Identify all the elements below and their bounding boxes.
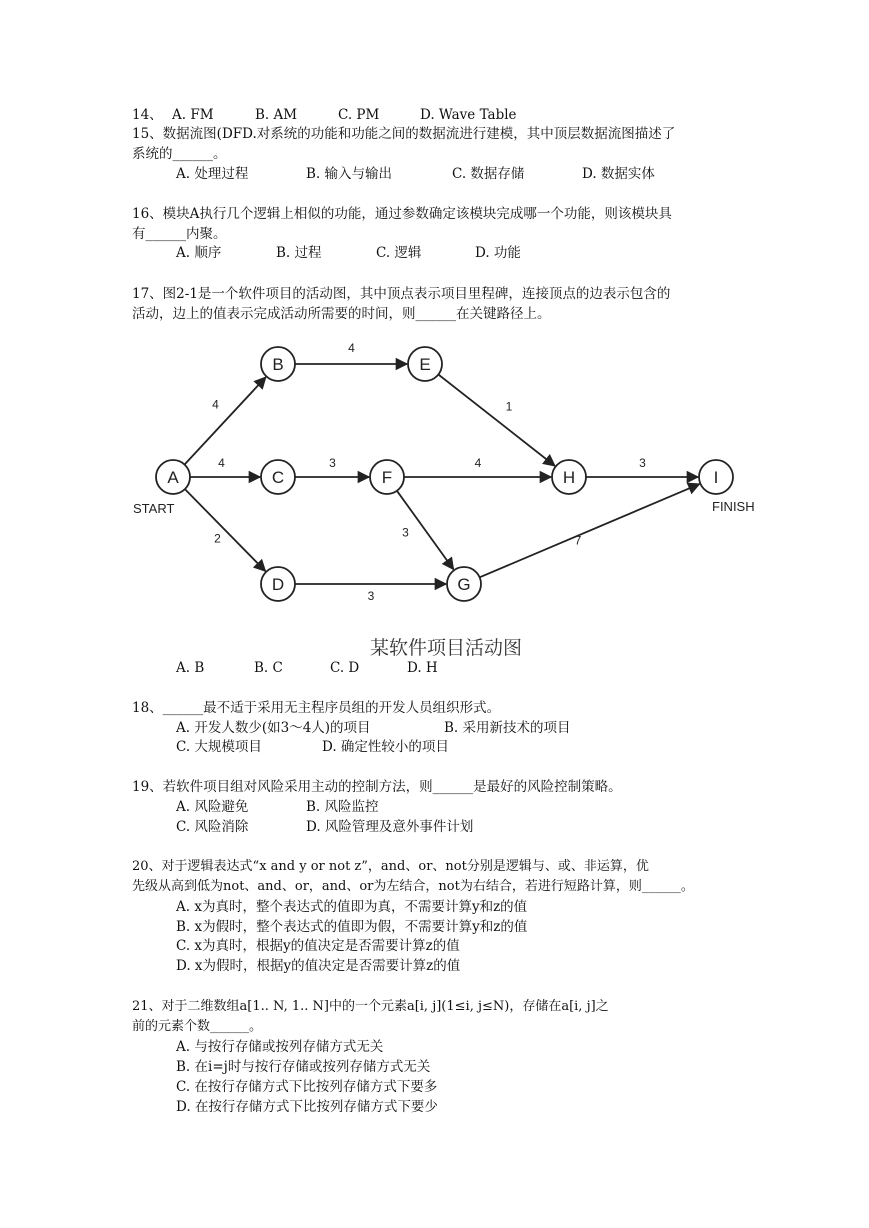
q21-stem-line2: 前的元素个数______。	[132, 1019, 263, 1034]
q15-option-a: A. 处理过程	[176, 166, 249, 182]
q17-option-d: D. H	[407, 660, 438, 676]
q18-option-b: B. 采用新技术的项目	[444, 720, 571, 736]
q14-option-b: B. AM	[255, 107, 298, 123]
q18-option-d: D. 确定性较小的项目	[322, 739, 449, 755]
q16-option-a: A. 顺序	[176, 245, 222, 261]
q15-option-c: C. 数据存储	[452, 166, 525, 182]
edge-weight-A-B: 4	[212, 397, 219, 412]
node-E	[408, 347, 442, 381]
edge-weight-G-I: 7	[574, 533, 582, 548]
q20-stem-line1: 20、对于逻辑表达式“x and y or not z”，and、or、not分别是逻辑与、或、非运算，优	[132, 859, 649, 874]
q14-option-a: A. FM	[172, 107, 214, 123]
activity-diagram	[128, 336, 778, 666]
q20-option-a: A. x为真时，整个表达式的值即为真，不需要计算y和z的值	[176, 899, 528, 915]
q17-option-a: A. B	[176, 660, 205, 676]
finish-label: FINISH	[712, 499, 755, 514]
edge-G-I	[480, 484, 700, 577]
q20-option-d: D. x为假时，根据y的值决定是否需要计算z的值	[176, 958, 461, 974]
edge-weight-B-E: 4	[348, 341, 355, 355]
edge-A-D	[185, 489, 265, 571]
edge-weight-C-F: 3	[329, 456, 336, 470]
node-G	[447, 567, 481, 601]
q19-option-b: B. 风险监控	[306, 799, 379, 815]
start-label: START	[133, 501, 175, 516]
node-I	[699, 460, 733, 494]
q16-stem-line1: 16、模块A执行几个逻辑上相似的功能，通过参数确定该模块完成哪一个功能，则该模块具	[132, 206, 672, 222]
edge-E-H	[438, 374, 554, 465]
q15-option-d: D. 数据实体	[582, 166, 655, 182]
q16-option-b: B. 过程	[276, 245, 322, 261]
node-label-F: F	[381, 468, 393, 487]
edge-weight-D-G: 3	[367, 589, 375, 603]
node-C	[261, 460, 295, 494]
q14-option-c: C. PM	[338, 107, 380, 123]
q18-stem: 18、______最不适于采用无主程序员组的开发人员组织形式。	[132, 700, 501, 716]
node-label-A: A	[167, 468, 179, 487]
q19-option-d: D. 风险管理及意外事件计划	[306, 819, 474, 835]
q17-stem-line2: 活动，边上的值表示完成活动所需要的时间，则______在关键路径上。	[132, 306, 551, 322]
edge-weight-F-G: 3	[402, 525, 409, 540]
edge-weight-A-D: 2	[214, 531, 221, 546]
node-label-D: D	[271, 575, 285, 594]
q16-option-c: C. 逻辑	[376, 245, 422, 261]
node-label-C: C	[271, 468, 285, 487]
q21-option-a: A. 与按行存储或按列存储方式无关	[176, 1039, 384, 1055]
q20-option-c: C. x为真时，根据y的值决定是否需要计算z的值	[176, 938, 460, 954]
q16-option-d: D. 功能	[475, 245, 521, 261]
edge-A-B	[185, 377, 266, 464]
q17-option-c: C. D	[330, 660, 360, 676]
q21-option-b: B. 在i=j时与按行存储或按列存储方式无关	[176, 1059, 431, 1075]
node-label-I: I	[713, 468, 719, 487]
q15-stem-line1: 15、数据流图(DFD.对系统的功能和功能之间的数据流进行建模，其中顶层数据流图描述了	[132, 126, 676, 142]
q21-option-d: D. 在按行存储方式下比按列存储方式下要少	[176, 1099, 438, 1115]
q17-option-b: B. C	[254, 660, 283, 676]
node-D	[261, 567, 295, 601]
node-label-B: B	[272, 355, 284, 374]
q18-option-a: A. 开发人数少(如3～4人)的项目	[176, 720, 371, 736]
q19-stem: 19、若软件项目组对风险采用主动的控制方法，则______是最好的风险控制策略。	[132, 779, 622, 795]
q14-number: 14、	[132, 107, 163, 123]
node-F	[370, 460, 404, 494]
q18-option-c: C. 大规模项目	[176, 739, 262, 755]
node-B	[261, 347, 295, 381]
q15-option-b: B. 输入与输出	[306, 166, 393, 182]
node-A	[156, 460, 190, 494]
edge-weight-A-C: 4	[218, 456, 225, 470]
node-label-E: E	[419, 355, 431, 374]
q21-option-c: C. 在按行存储方式下比按列存储方式下要多	[176, 1079, 438, 1095]
q15-stem-line2: 系统的______。	[132, 146, 227, 162]
node-H	[552, 460, 586, 494]
q14-option-d: D. Wave Table	[420, 107, 517, 123]
edge-weight-E-H: 1	[505, 399, 513, 414]
edge-weight-H-I: 3	[639, 456, 646, 470]
q19-option-a: A. 风险避免	[176, 799, 249, 815]
edge-weight-F-H: 4	[474, 456, 482, 470]
q20-option-b: B. x为假时，整个表达式的值即为假，不需要计算y和z的值	[176, 919, 528, 935]
node-label-G: G	[457, 575, 471, 594]
q16-stem-line2: 有______内聚。	[132, 226, 227, 242]
node-label-H: H	[562, 468, 576, 487]
q21-stem-line1: 21、对于二维数组a[1.. N, 1.. N]中的一个元素a[i, j](1≤i, j≤N)，存储在a[i, j]之	[132, 999, 609, 1014]
q19-option-c: C. 风险消除	[176, 819, 249, 835]
q20-stem-line2: 先级从高到低为not、and、or，and、or为左结合，not为右结合，若进行短路计算，则______。	[132, 879, 694, 894]
q17-stem-line1: 17、图2-1是一个软件项目的活动图，其中顶点表示项目里程碑，连接顶点的边表示包含的	[132, 286, 671, 302]
diagram-caption: 某软件项目活动图	[369, 638, 523, 659]
